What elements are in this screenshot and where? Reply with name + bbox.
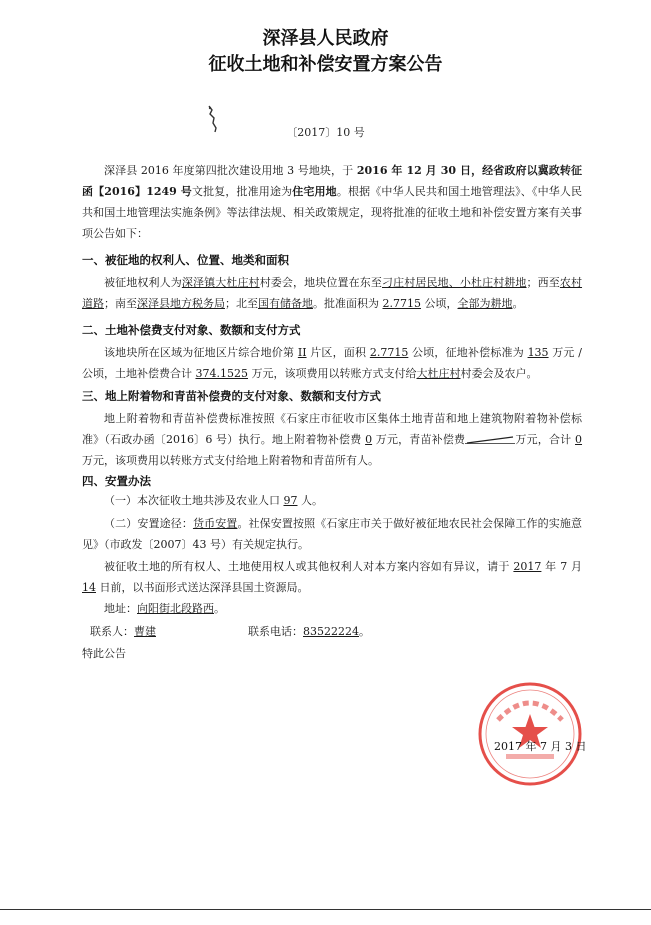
approval-number: 冀政转征函【2016】1249 号 (82, 164, 583, 198)
deadline-day: 14 (82, 581, 96, 594)
address-line: 地址：向阳街北段路西。 (104, 602, 225, 615)
deadline-year: 2017 (513, 560, 542, 573)
compensation-standard: 135 (527, 346, 549, 359)
population-count: 97 (283, 494, 298, 507)
fee-total: 0 (575, 433, 583, 446)
notice-title: 征收土地和补偿安置方案公告 (208, 54, 443, 75)
notice-date: 2017 年 7 月 3 日 (494, 740, 587, 753)
closing-text: 特此公告 (82, 647, 126, 660)
south-boundary: 深泽县地方税务局 (137, 297, 225, 310)
compensation-total: 374.1525 (195, 367, 248, 380)
contact-person: 曹建 (134, 625, 156, 638)
contact-person-line: 联系人：曹建 (90, 625, 156, 638)
payee-village: 大杜庄村 (416, 367, 461, 380)
zone-area: 2.7715 (369, 346, 409, 359)
resettlement-method: 货币安置 (192, 517, 238, 530)
attachment-fee: 0 (365, 433, 373, 446)
issuer-title: 深泽县人民政府 (262, 28, 389, 49)
price-zone: II (297, 346, 307, 359)
document-number: 〔2017〕10 号 (286, 126, 365, 139)
resettlement-item1: （一）本次征收土地共涉及农业人口 97 人。 (104, 494, 323, 507)
section3-heading: 三、地上附着物和青苗补偿费的支付对象、数额和支付方式 (82, 389, 381, 403)
west-boundary: 农村道路 (82, 276, 583, 310)
section2-heading: 二、土地补偿费支付对象、数额和支付方式 (82, 323, 301, 337)
approved-area: 2.7715 (382, 297, 421, 310)
east-boundary: 刁庄村居民地、小杜庄村耕地 (382, 276, 527, 289)
land-type: 全部为耕地 (457, 297, 513, 310)
section1-heading: 一、被征地的权利人、位置、地类和面积 (82, 253, 289, 267)
section4-heading: 四、安置办法 (82, 474, 151, 488)
contact-phone-line: 联系电话：83522224。 (248, 625, 370, 638)
north-boundary: 国有储备地 (258, 297, 313, 310)
objection-paragraph: 被征收土地的所有权人、土地使用权人或其他权利人对本方案内容如有异议，请于 2017 年 7 月 14 日前，以书面形式送达深泽县国土资源局。 (82, 560, 582, 594)
approval-date: 2016 年 12 月 30 日 (356, 164, 472, 177)
contact-phone: 83522224 (303, 625, 359, 638)
land-use: 住宅用地 (292, 185, 337, 198)
blank-slash-mark (465, 436, 515, 444)
page-bottom-border (0, 909, 651, 910)
section1-paragraph: 被征地权利人为深泽镇大杜庄村村委会，地块位置在东至刁庄村居民地、小杜庄村耕地；西至农村道路；南至深泽县地方税务局；北至国有储备地。批准面积为 2.7715 公顷，全部为耕地。 (82, 276, 583, 310)
section2-paragraph: 该地块所在区域为征地区片综合地价第 II 片区，面积 2.7715 公顷，征地补偿标准为 135 万元 / 公顷，土地补偿费合计 374.1525 万元，该项费用以转账方式支付给大杜庄村村委会及农户。 (82, 346, 583, 380)
resettlement-item2: （二）安置途径：货币安置。社保安置按照《石家庄市关于做好被征地农民社会保障工作的实施意见》（市政发〔2007〕43 号）有关规定执行。 (82, 517, 583, 551)
official-seal-icon (476, 680, 587, 788)
intro-paragraph: 深泽县 2016 年度第四批次建设用地 3 号地块，于 2016 年 12 月 30 日，经省政府以冀政转征函【2016】1249 号文批复，批准用途为住宅用地。根据《中华人民共和国土地管理法》、《中华人民共和国土地管理法实施条例》等法律法规、相关政策规定，现将批准的征收土地和补偿安置方案有关事项公告如下： (82, 164, 583, 240)
section3-paragraph: 地上附着物和青苗补偿费标准按照《石家庄市征收市区集体土地青苗和地上建筑物附着物补偿标准》（石政办函〔2016〕6 号）执行。地上附着物补偿费 0 万元，青苗补偿费 万元，合计 0 万元，该项费用以转账方式支付给地上附着物和青苗所有人。 (82, 412, 583, 467)
land-owner: 深泽镇大杜庄村 (181, 276, 260, 289)
address-value: 向阳街北段路西 (137, 602, 214, 615)
